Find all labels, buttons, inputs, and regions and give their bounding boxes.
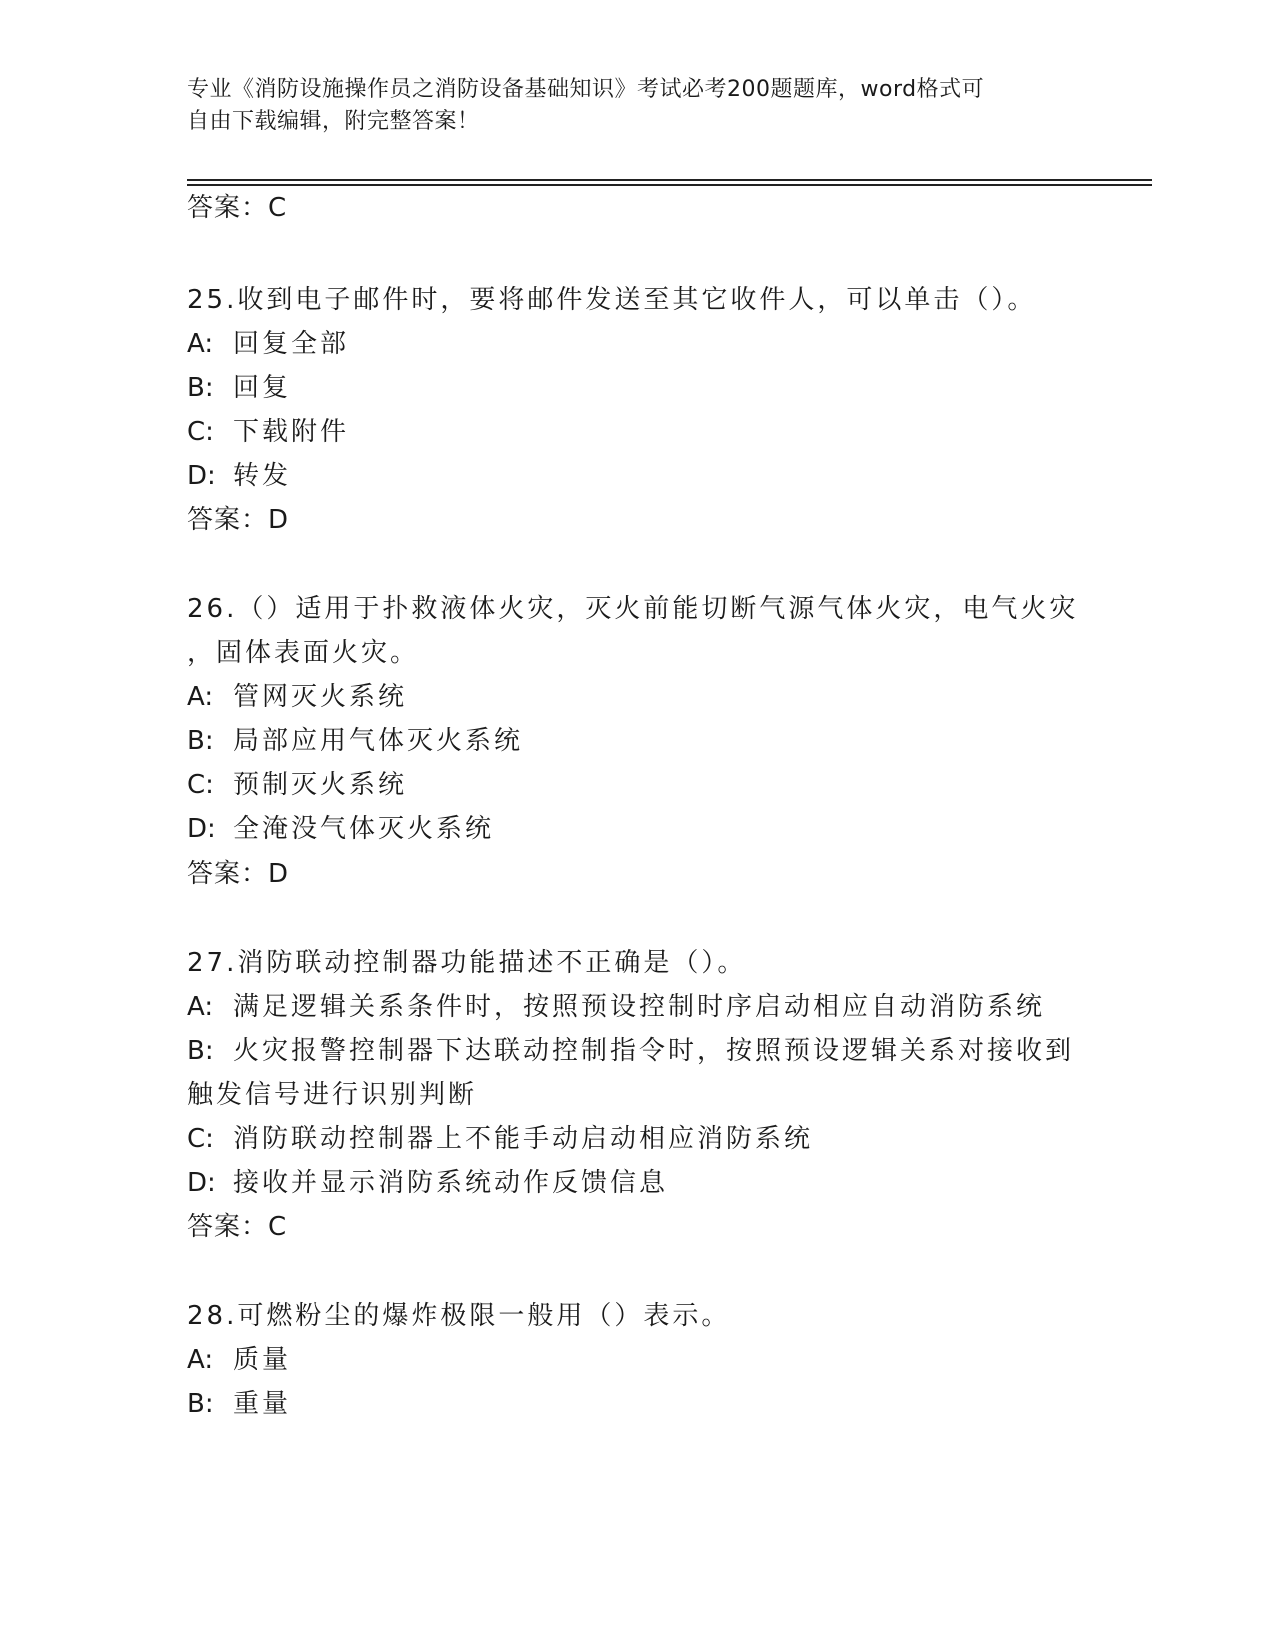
q28-option-a	[187, 1343, 291, 1377]
option-text: 转发	[233, 461, 292, 491]
option-key: A:	[187, 1345, 214, 1375]
q28-option-b	[187, 1387, 291, 1421]
option-key: B:	[187, 1036, 214, 1066]
q27-option-d	[187, 1166, 668, 1200]
option-text: 预制灭火系统	[233, 770, 408, 800]
q27-option-b	[187, 1034, 1074, 1068]
q27-option-c	[187, 1122, 813, 1156]
option-key: A:	[187, 992, 214, 1022]
question-28: 28.可燃粉尘的爆炸极限一般用（）表示。	[187, 1301, 731, 1331]
option-key: B:	[187, 373, 214, 403]
q26-option-a	[187, 680, 407, 714]
answer-previous: 答案：C	[187, 193, 288, 223]
q26-option-b	[187, 724, 523, 758]
header-line-1: 专业《消防设施操作员之消防设备基础知识》考试必考200题题库，word格式可	[187, 77, 985, 102]
option-key: A:	[187, 329, 214, 359]
q26-answer: 答案：D	[187, 859, 290, 889]
header-divider-top	[187, 179, 1152, 181]
question-26-line-2: ，固体表面火灾。	[187, 638, 420, 668]
header-divider-bottom	[187, 184, 1152, 186]
q27-answer: 答案：C	[187, 1212, 288, 1242]
option-text: 下载附件	[233, 417, 350, 447]
option-text: 全淹没气体灭火系统	[233, 814, 495, 844]
option-text: 回复全部	[233, 329, 350, 359]
header-line-2: 自由下载编辑，附完整答案！	[187, 109, 480, 134]
q26-option-c	[187, 768, 407, 802]
option-text: 接收并显示消防系统动作反馈信息	[233, 1168, 669, 1198]
question-27: 27.消防联动控制器功能描述不正确是（）。	[187, 948, 747, 978]
option-text: 质量	[233, 1345, 292, 1375]
q25-answer: 答案：D	[187, 505, 290, 535]
q25-option-d	[187, 459, 291, 493]
option-text: 火灾报警控制器下达联动控制指令时，按照预设逻辑关系对接收到	[233, 1036, 1075, 1066]
q25-option-c	[187, 415, 349, 449]
option-key: C:	[187, 770, 214, 800]
document-header	[187, 74, 1067, 138]
q26-option-d	[187, 812, 494, 846]
option-text: 回复	[233, 373, 292, 403]
option-key: D:	[187, 814, 216, 844]
q25-option-b	[187, 371, 291, 405]
q25-option-a	[187, 327, 349, 361]
option-key: C:	[187, 1124, 214, 1154]
option-key: B:	[187, 726, 214, 756]
option-key: A:	[187, 682, 214, 712]
option-key: D:	[187, 461, 216, 491]
question-25: 25.收到电子邮件时，要将邮件发送至其它收件人，可以单击（）。	[187, 285, 1037, 315]
option-text: 消防联动控制器上不能手动启动相应消防系统	[233, 1124, 814, 1154]
q27-option-a	[187, 990, 1045, 1024]
option-text: 管网灭火系统	[233, 682, 408, 712]
option-key: C:	[187, 417, 214, 447]
option-text: 重量	[233, 1389, 292, 1419]
q27-option-b-continued	[187, 1078, 477, 1112]
option-text: 满足逻辑关系条件时，按照预设控制时序启动相应自动消防系统	[233, 992, 1046, 1022]
option-key: D:	[187, 1168, 216, 1198]
question-26-line-1: 26.（）适用于扑救液体火灾，灭火前能切断气源气体火灾，电气火灾	[187, 594, 1079, 624]
option-text: 触发信号进行识别判断	[187, 1080, 478, 1110]
option-text: 局部应用气体灭火系统	[233, 726, 524, 756]
option-key: B:	[187, 1389, 214, 1419]
